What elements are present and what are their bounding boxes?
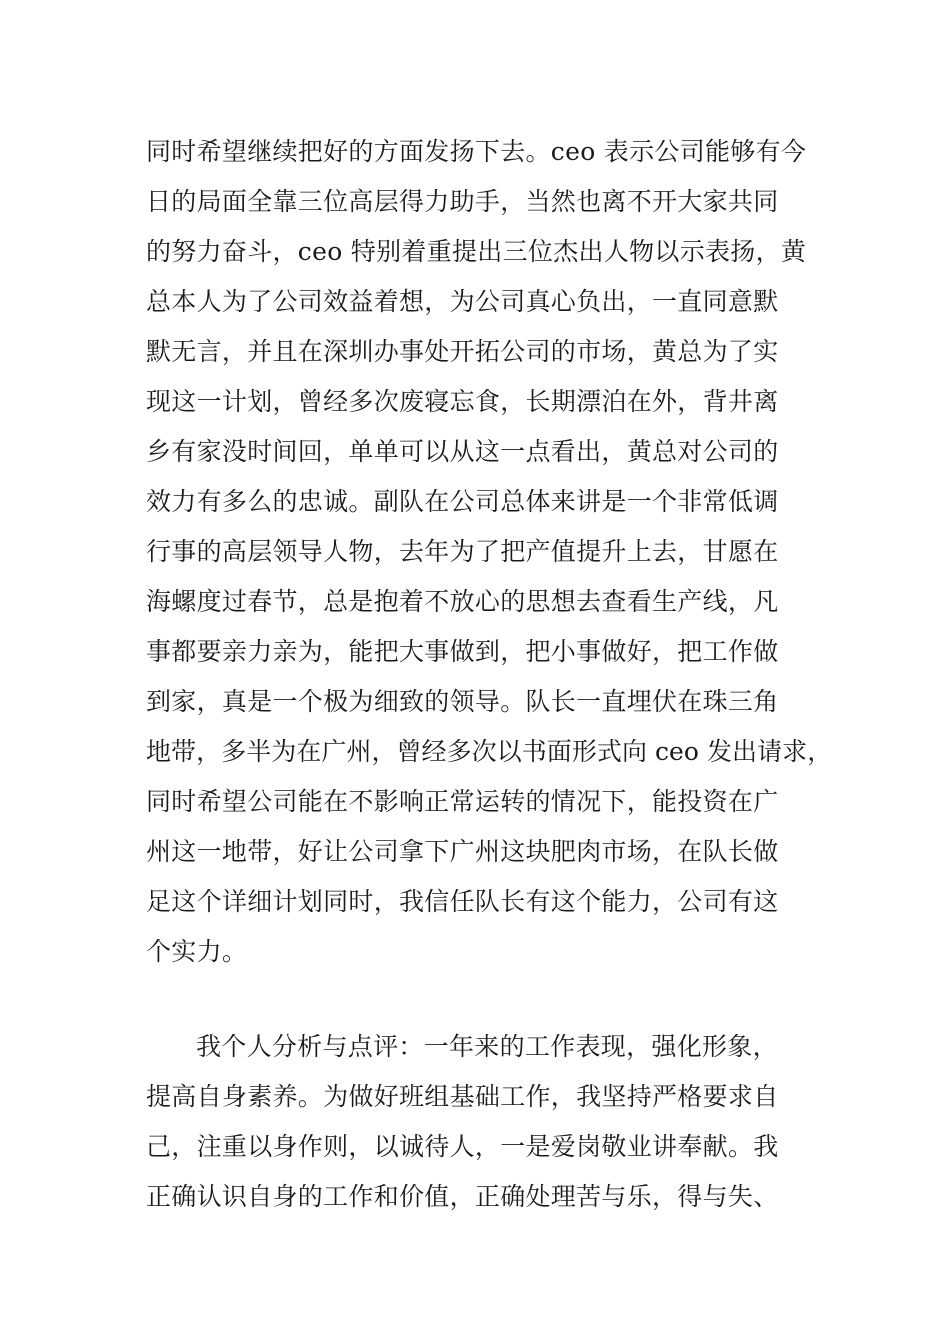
text-line: 的努力奋斗，ceo 特别着重提出三位杰出人物以示表扬，黄 (146, 237, 807, 266)
text-line: 现这一计划，曾经多次废寝忘食，长期漂泊在外，背井离 (146, 387, 779, 416)
text-line: 州这一地带，好让公司拿下广州这块肥肉市场，在队长做 (146, 837, 779, 866)
text-line: 总本人为了公司效益着想，为公司真心负出，一直同意默 (146, 287, 779, 316)
text-line: 行事的高层领导人物，去年为了把产值提升上去，甘愿在 (146, 537, 779, 566)
text-line: 足这个详细计划同时，我信任队长有这个能力，公司有这 (146, 887, 779, 916)
text-line: 同时希望公司能在不影响正常运转的情况下，能投资在广 (146, 787, 779, 816)
text-line: 默无言，并且在深圳办事处开拓公司的市场，黄总为了实 (146, 337, 779, 366)
text-line: 提高自身素养。为做好班组基础工作，我坚持严格要求自 (146, 1082, 779, 1111)
text-line: 己，注重以身作则，以诚待人，一是爱岗敬业讲奉献。我 (146, 1132, 779, 1161)
text-line: 个实力。 (146, 937, 248, 966)
paragraph-self-analysis (146, 1022, 836, 1222)
text-line: 海螺度过春节，总是抱着不放心的思想去查看生产线，凡 (146, 587, 779, 616)
text-line: 事都要亲力亲为，能把大事做到，把小事做好，把工作做 (146, 637, 779, 666)
text-line: 日的局面全靠三位高层得力助手，当然也离不开大家共同 (146, 187, 779, 216)
paragraph-performance-review (146, 127, 836, 977)
text-line: 地带，多半为在广州，曾经多次以书面形式向 ceo 发出请求， (146, 737, 833, 766)
text-line: 效力有多么的忠诚。副队在公司总体来讲是一个非常低调 (146, 487, 779, 516)
text-line: 乡有家没时间回，单单可以从这一点看出，黄总对公司的 (146, 437, 779, 466)
text-line: 我个人分析与点评：一年来的工作表现，强化形象， (196, 1032, 778, 1061)
text-line: 同时希望继续把好的方面发扬下去。ceo 表示公司能够有今 (146, 137, 807, 166)
text-line: 到家，真是一个极为细致的领导。队长一直埋伏在珠三角 (146, 687, 779, 716)
text-line: 正确认识自身的工作和价值，正确处理苦与乐，得与失、 (146, 1182, 779, 1211)
